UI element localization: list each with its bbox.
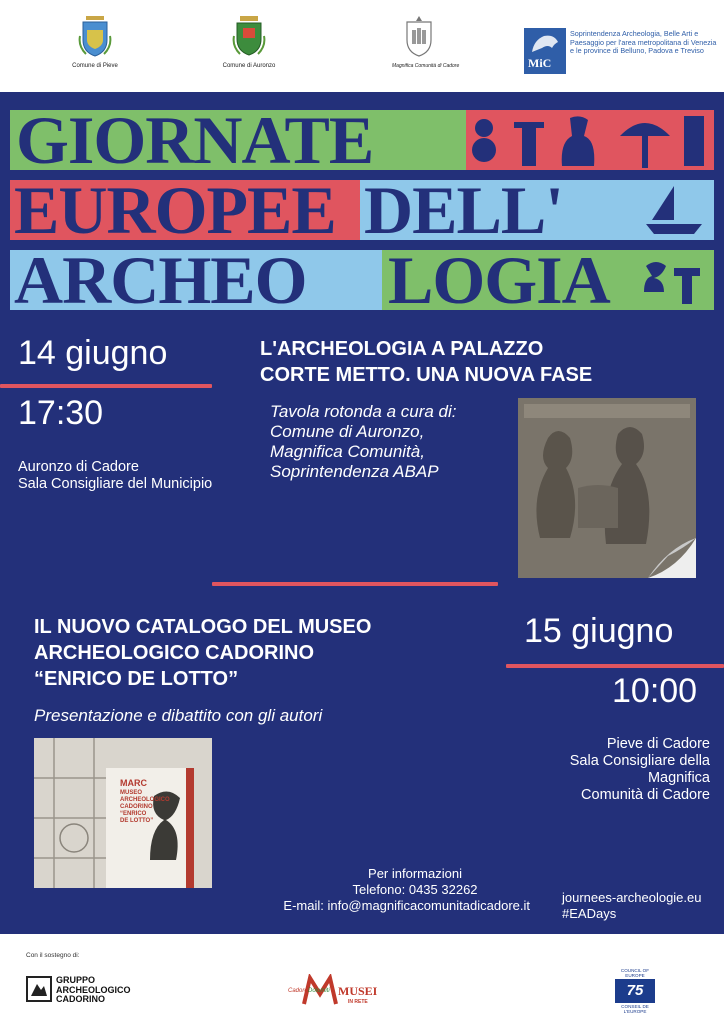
musei-word: Cadore: [288, 988, 308, 994]
organizer-line: Soprintendenza ABAP: [270, 462, 439, 481]
support-label: Con il sostegno di:: [26, 952, 80, 959]
catalog-book-cover: [34, 738, 212, 888]
divider-rule: [212, 582, 498, 586]
website-link[interactable]: journees-archeologie.eu: [562, 890, 702, 905]
musei-word: Dolomiti: [308, 988, 330, 994]
banner-word-logia: LOGIA: [388, 242, 610, 318]
lion-icon: [524, 28, 566, 58]
title-line: “ENRICO DE LOTTO”: [34, 668, 239, 690]
organizer-line: Comune di Auronzo,: [270, 422, 425, 441]
musei-word: MUSEI: [338, 984, 378, 998]
event2-time: 10:00: [612, 672, 698, 710]
sailboat-icon: [642, 184, 706, 236]
poster-body: [0, 92, 724, 934]
info-phone: Telefono: 0435 32262: [352, 882, 478, 897]
web-info: [562, 890, 712, 922]
banner-green-block: [10, 102, 466, 178]
mic-mark: MiC: [528, 56, 552, 70]
logo-musei-in-rete: [288, 974, 388, 1010]
organizer-line: Tavola rotonda a cura di:: [270, 402, 457, 421]
title-line: CORTE METTO. UNA NUOVA FASE: [260, 364, 593, 386]
place-line: Pieve di Cadore: [606, 736, 710, 752]
gac-mark-icon: [26, 976, 52, 1002]
logo-magnifica-comunita: [392, 14, 460, 69]
auronzo-crest-icon: [232, 14, 266, 58]
logo-label: Comune di Auronzo: [222, 63, 276, 69]
banner-red-block: [10, 172, 360, 248]
sponsor-header: [0, 0, 724, 92]
title-line: IL NUOVO CATALOGO DEL MUSEO: [34, 616, 372, 638]
coe-flag: [615, 979, 655, 1003]
book-brand: MARC: [120, 778, 147, 788]
divider-rule: [0, 384, 212, 388]
magnifica-seal-icon: [402, 14, 436, 58]
book-title-line: “ENRICO: [120, 811, 147, 817]
hashtag: #EADays: [562, 906, 617, 921]
event2-place: [500, 736, 710, 804]
soprintendenza-label: Soprintendenza Archeologia, Belle Arti e Paesaggio per l'area metropolitana di Venezia e le province di Belluno, Padova e Treviso: [570, 29, 717, 56]
event2-subtitle: Presentazione e dibattito con gli autori: [34, 706, 323, 725]
book-title-line: ARCHEOLOGICO: [120, 797, 170, 803]
divider-rule: [506, 664, 724, 668]
sponsor-footer: [0, 934, 724, 1024]
place-line: Sala Consigliare della: [569, 753, 710, 769]
gac-label: [56, 976, 166, 1005]
book-title-line: MUSEO: [120, 790, 143, 796]
banner-word-giornate: GIORNATE: [16, 102, 374, 178]
banner-row-2: [10, 172, 714, 248]
event1-title: [260, 336, 710, 388]
artifact-silhouettes-icon: [470, 112, 710, 168]
relief-photo: [518, 398, 696, 578]
logo-label: Comune di Pieve: [72, 63, 118, 69]
logo-council-of-europe: [612, 968, 658, 1014]
event1-organizers: [270, 402, 510, 482]
musei-text: [288, 974, 388, 1010]
event2-title: [34, 614, 504, 692]
place-line: Sala Consigliare del Municipio: [18, 476, 213, 492]
banner-row-3: [10, 242, 714, 318]
gac-line: CADORINO: [56, 994, 105, 1004]
coe-number: 75: [626, 982, 644, 999]
mic-logo: [524, 28, 566, 74]
banner-word-europee: EUROPEE: [14, 172, 336, 248]
banner-row-1: [10, 102, 714, 178]
musei-word: IN RETE: [348, 999, 368, 1005]
logo-label: Magnifica Comunità di Cadore: [392, 63, 460, 69]
organizer-line: Magnifica Comunità,: [270, 442, 425, 461]
banner-green-block: [382, 242, 714, 318]
book-title-line: CADORINO: [120, 804, 153, 810]
pieve-crest-icon: [78, 14, 112, 58]
banner-word-archeo: ARCHEO: [14, 242, 307, 318]
event1-time: 17:30: [18, 394, 104, 432]
info-heading: Per informazioni: [368, 866, 462, 881]
coe-top-label: COUNCIL OF EUROPE: [620, 968, 650, 978]
title-line: L'ARCHEOLOGIA A PALAZZO: [260, 338, 544, 360]
place-line: Magnifica: [647, 770, 710, 786]
book-title-line: DE LOTTO”: [120, 818, 154, 824]
banner-word-dell: DELL': [364, 172, 564, 248]
event2-date: 15 giugno: [524, 612, 674, 650]
banner-blue-block: [360, 172, 714, 248]
event1-place: [18, 459, 258, 493]
stone-relief-image: [518, 398, 696, 578]
gac-line: ARCHEOLOGICO: [56, 984, 131, 995]
gac-line: GRUPPO: [56, 975, 96, 985]
coe-bottom-label: CONSEIL DE L'EUROPE: [621, 1004, 649, 1014]
logo-comune-pieve: [70, 14, 120, 69]
event1-date: 14 giugno: [18, 334, 168, 372]
contact-info: [240, 866, 530, 914]
place-line: Auronzo di Cadore: [18, 459, 139, 475]
figurine-icon: [640, 256, 706, 306]
banner-blue-block: [10, 242, 382, 318]
place-line: Comunità di Cadore: [581, 787, 710, 803]
logo-comune-auronzo: [222, 14, 276, 69]
info-email[interactable]: E-mail: info@magnificacomunitadicadore.it: [283, 898, 530, 913]
book-title: [120, 790, 170, 825]
banner-red-block: [466, 110, 714, 170]
title-line: ARCHEOLOGICO CADORINO: [34, 642, 314, 664]
